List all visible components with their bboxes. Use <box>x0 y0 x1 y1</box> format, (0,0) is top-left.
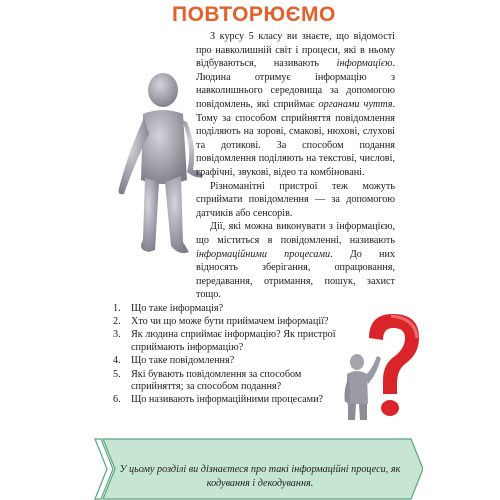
review-questions-list <box>113 303 341 408</box>
intro-text <box>196 30 395 302</box>
section-title: ПОВТОРЮЄМО <box>172 3 336 26</box>
question-item: 6. Що називають інформаційними процесами? <box>113 394 324 406</box>
chapter-preview-banner <box>93 427 423 500</box>
question-item: 1. Що таке інформація? <box>113 303 224 314</box>
intro-paragraph-1: З курсу 5 класу ви знаєте, що відомості про навколишній світ і процеси, які в ньому відбуваються, називають інформацією. Людина отримує інформацію з навколишнього середовища за допомогою повідомлень, які сприймає органами чуття. Тому за способом сприйняття повідомлення поділяють на зорові, смакові, нюхові, слухові та дотикові. За способом подання повідомлення поділяють на текстові, числові, графічні, звукові, відео та комбіновані. <box>196 31 395 178</box>
intro-paragraph-2: Різноманітні пристрої теж можуть сприймати повідомлення — за допомогою датчиків або сенсорів. <box>196 180 395 219</box>
intro-paragraph-3: Дії, які можна виконувати з інформацією, що міститься в повідомленні, називають інформаційними процесами. До них відносять зберігання, опрацювання, передавання, отримання, пошук, захист тощо. <box>196 221 395 301</box>
question-item: 5. Які бувають повідомлення за способом сприйняття; за способом подання? <box>113 368 302 393</box>
person-figure-icon <box>113 70 203 260</box>
question-item: 4. Що таке повідомлення? <box>113 355 235 367</box>
question-item: 3. Як людина сприймає інформацію? Як пристрої сприймають інформацію? <box>113 329 336 354</box>
banner-text: У цьому розділі ви дізнаєтеся про такі інформаційні процеси, як кодування і декодування. <box>119 464 401 489</box>
question-mark-icon <box>335 308 425 423</box>
question-item: 2. Хто чи що може бути приймачем інформації? <box>113 316 329 328</box>
